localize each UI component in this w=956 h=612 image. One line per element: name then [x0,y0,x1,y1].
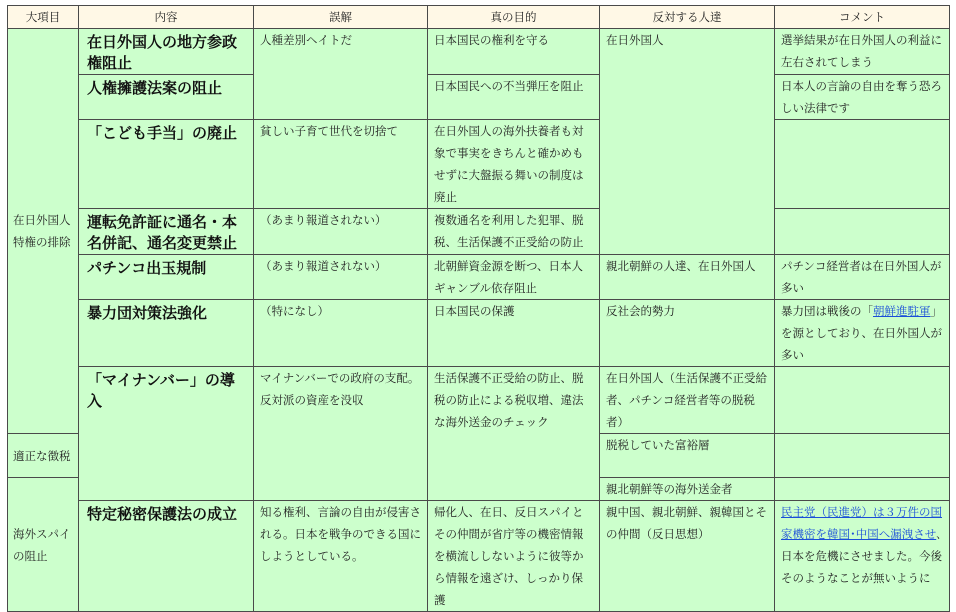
header-opponents: 反対する人達 [600,6,775,29]
category-spy: 海外スパイの阻止 [8,478,79,612]
table-row [8,29,950,75]
misunderstanding-cell: 知る権利、言論の自由が侵害される。日本を戦争のできる国にしようとしている。 [254,501,428,612]
purpose-cell: 在日外国人の海外扶養者も対象で事実をきちんと確かめもせずに大盤振る舞いの制度は廃止 [428,120,600,209]
item-cell: 「こども手当」の廃止 [79,120,254,209]
purpose-cell: 日本国民への不当弾圧を阻止 [428,75,600,120]
item-cell: 人権擁護法案の阻止 [79,75,254,120]
item-cell: 特定秘密保護法の成立 [79,501,254,612]
purpose-cell: 生活保護不正受給の防止、脱税の防止による税収増、違法な海外送金のチェック [428,367,600,501]
item-cell: 在日外国人の地方参政権阻止 [79,29,254,75]
misunderstanding-cell: （特になし） [254,300,428,367]
opponents-cell: 親北朝鮮等の海外送金者 [600,478,775,501]
opponents-cell: 在日外国人（生活保護不正受給者、パチンコ経営者等の脱税者） [600,367,775,434]
header-content: 内容 [79,6,254,29]
comment-cell: 日本人の言論の自由を奪う恐ろしい法律です [775,75,950,120]
misunderstanding-cell: マイナンバーでの政府の支配。反対派の資産を没収 [254,367,428,501]
purpose-cell: 北朝鮮資金源を断つ、日本人ギャンブル依存阻止 [428,255,600,300]
minshuto-leak-link[interactable]: 民主党（民進党）は３万件の国家機密を韓国･中国へ漏洩させ [781,505,942,541]
table-row [8,120,950,209]
opponents-cell: 在日外国人 [600,29,775,255]
header-true-purpose: 真の目的 [428,6,600,29]
table-row [8,75,950,120]
table-row [8,501,950,612]
purpose-cell: 日本国民の保護 [428,300,600,367]
comment-cell: 選挙結果が在日外国人の利益に左右されてしまう [775,29,950,75]
comment-cell [775,434,950,478]
comment-text-post: 」を源としており、在日外国人が多い [781,304,942,362]
misunderstanding-cell: 人種差別ヘイトだ [254,29,428,120]
comment-cell [775,478,950,501]
item-cell: パチンコ出玉規制 [79,255,254,300]
header-row [8,6,950,29]
opponents-cell: 反社会的勢力 [600,300,775,367]
misunderstanding-cell: （あまり報道されない） [254,255,428,300]
comment-text-post: ､日本を危機にさせました。今後そのようなことが無いように [781,527,942,585]
comment-text-pre: 暴力団は戦後の「 [781,304,873,318]
misunderstanding-cell: （あまり報道されない） [254,209,428,255]
opponents-cell: 親北朝鮮の人達、在日外国人 [600,255,775,300]
header-category: 大項目 [8,6,79,29]
item-cell: 暴力団対策法強化 [79,300,254,367]
item-cell: 「マイナンバー」の導入 [79,367,254,501]
comment-cell [775,209,950,255]
table-row [8,367,950,434]
comment-cell [775,120,950,209]
comment-cell [775,300,950,367]
category-exclusion: 在日外国人特権の排除 [8,29,79,434]
table-row [8,300,950,367]
table-row [8,209,950,255]
opponents-cell: 親中国、親北朝鮮、親韓国とその仲間（反日思想） [600,501,775,612]
chosen-shinchugun-link[interactable]: 朝鮮進駐軍 [873,304,931,318]
purpose-cell: 日本国民の権利を守る [428,29,600,75]
purpose-cell: 帰化人、在日、反日スパイとその仲間が省庁等の機密情報を横流ししないように彼等から情報を遠ざけ、しっかり保護 [428,501,600,612]
header-comment: コメント [775,6,950,29]
misunderstanding-cell: 貧しい子育て世代を切捨て [254,120,428,209]
comment-cell [775,367,950,434]
table-row [8,255,950,300]
policy-table [7,5,950,612]
comment-cell: パチンコ経営者は在日外国人が多い [775,255,950,300]
category-tax: 適正な徴税 [8,434,79,478]
header-misunderstanding: 誤解 [254,6,428,29]
comment-cell [775,501,950,612]
opponents-cell: 脱税していた富裕層 [600,434,775,478]
item-cell: 運転免許証に通名・本名併記、通名変更禁止 [79,209,254,255]
purpose-cell: 複数通名を利用した犯罪、脱税、生活保護不正受給の防止 [428,209,600,255]
